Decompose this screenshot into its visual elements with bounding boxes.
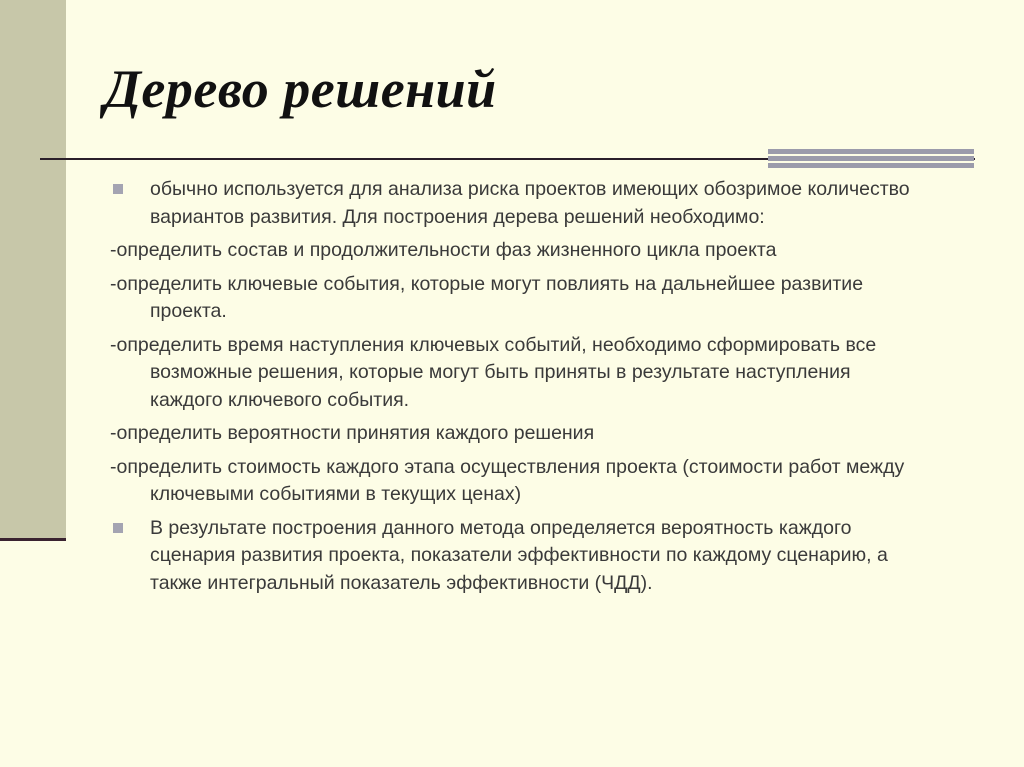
bullet-text: В результате построения данного метода определяется вероятность каждого сценария развития проекта, показатели эффективности по каждому сценарию, а также интегральный показатель эффективности (ЧДД).	[150, 516, 888, 594]
dash-item-key-events	[110, 271, 920, 326]
dash-item-event-timing	[110, 332, 920, 415]
dash-item-phases	[110, 237, 920, 265]
left-decorative-bar	[0, 0, 66, 538]
slide-content	[110, 176, 920, 603]
left-bar-underline	[0, 538, 66, 541]
square-bullet-icon	[113, 523, 123, 533]
dash-text: -определить ключевые события, которые могут повлиять на дальнейшее развитие проекта.	[110, 272, 864, 322]
dash-item-probabilities	[110, 420, 920, 448]
bullet-text: обычно используется для анализа риска проектов имеющих обозримое количество вариантов развития. Для построения дерева решений необходимо:	[150, 178, 910, 228]
dash-text: -определить состав и продолжительности фаз жизненного цикла проекта	[110, 239, 777, 261]
slide-title: Дерево решений	[104, 59, 497, 119]
dash-text: -определить время наступления ключевых событий, необходимо сформировать все возможные решения, которые могут быть приняты в результате наступления каждого ключевого события.	[110, 333, 877, 411]
dash-text: -определить вероятности принятия каждого решения	[110, 422, 595, 444]
title-accent-stripes	[768, 149, 974, 169]
square-bullet-icon	[113, 184, 123, 194]
dash-item-stage-cost	[110, 454, 920, 509]
bullet-item-result	[110, 515, 920, 598]
bullet-item-intro	[110, 176, 920, 231]
dash-text: -определить стоимость каждого этапа осуществления проекта (стоимости работ между ключевыми событиями в текущих ценах)	[110, 455, 905, 505]
